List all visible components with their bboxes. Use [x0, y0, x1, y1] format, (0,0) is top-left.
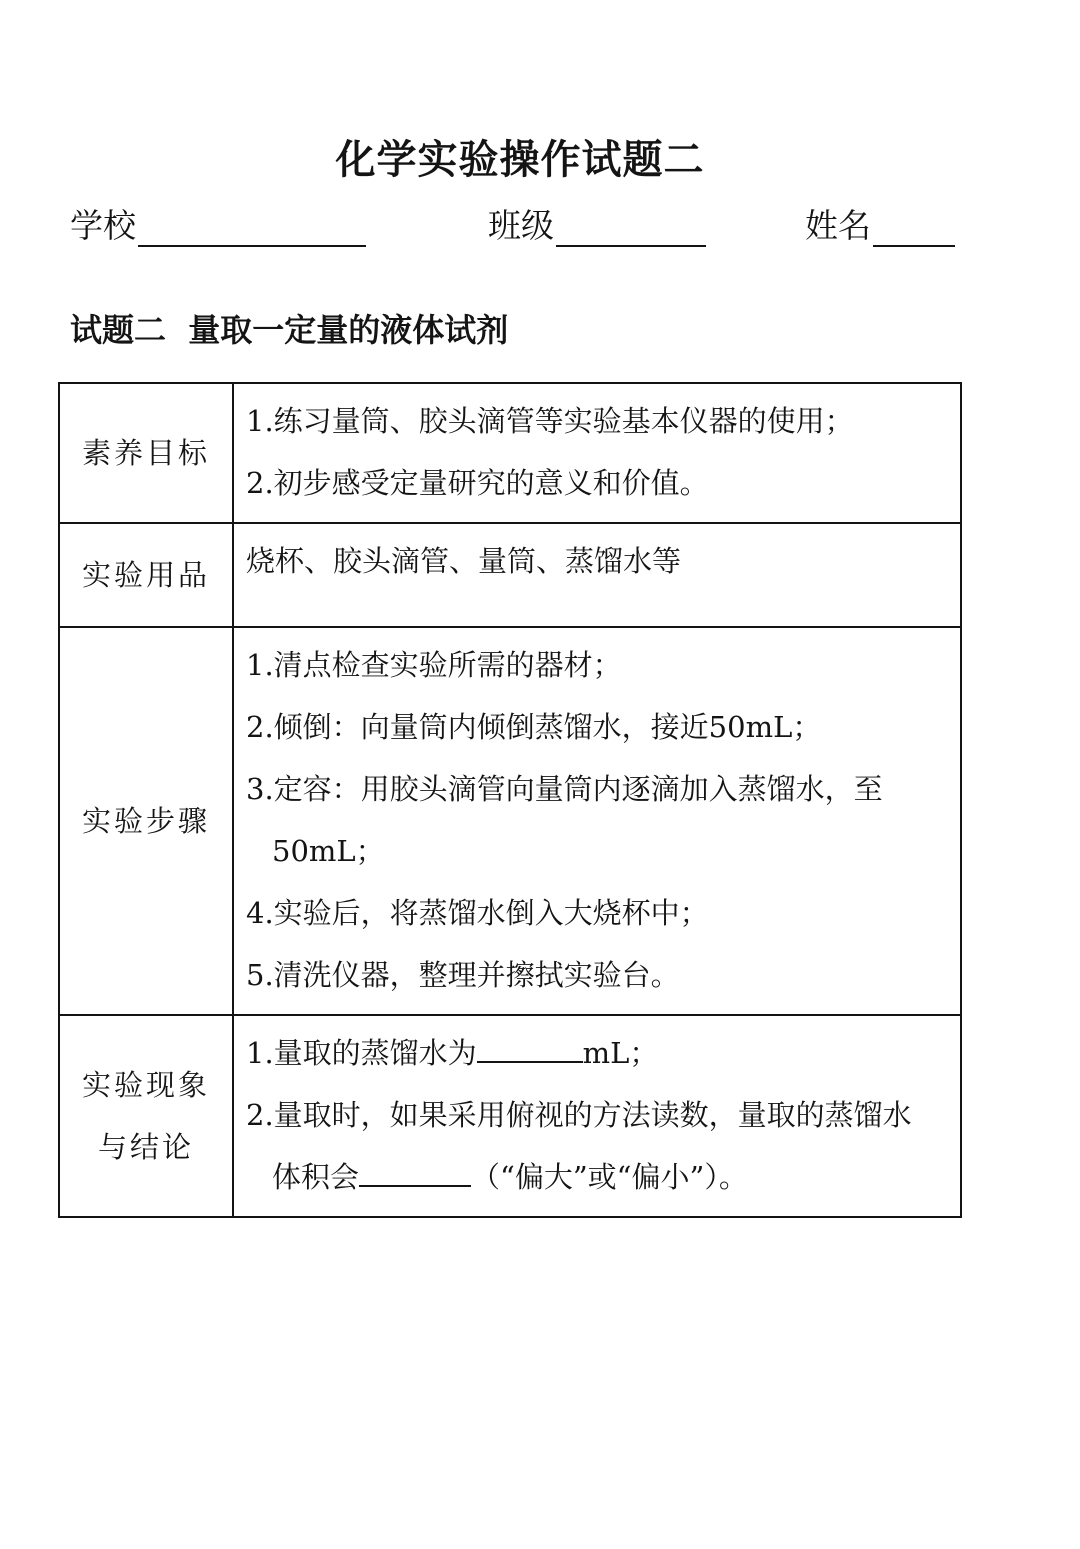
steps-row: [59, 627, 961, 1015]
results-content: [233, 1015, 961, 1217]
page-title: 化学实验操作试题二: [335, 137, 705, 183]
section-title: 试题二 量取一定量的液体试剂: [70, 311, 509, 349]
school-field: [70, 200, 366, 247]
result-q2-prefix: 体积会: [272, 1160, 360, 1194]
materials-label: 实验用品: [59, 523, 233, 627]
steps-label: 实验步骤: [59, 627, 233, 1015]
materials-text: 烧杯、胶头滴管、量筒、蒸馏水等: [246, 544, 682, 578]
student-info-row: [70, 200, 960, 248]
step-line: 5.清洗仪器，整理并擦拭实验台。: [246, 958, 680, 992]
goals-content: [233, 383, 961, 523]
name-blank[interactable]: [873, 211, 955, 247]
step-line: 2.倾倒：向量筒内倾倒蒸馏水，接近50mL；: [246, 710, 822, 744]
volume-answer-blank[interactable]: [477, 1035, 583, 1063]
materials-row: [59, 523, 961, 627]
steps-content: [233, 627, 961, 1015]
goals-row: [59, 383, 961, 523]
reading-error-blank[interactable]: [359, 1159, 471, 1187]
result-question-1: [246, 1022, 950, 1084]
result-q2-suffix: （“偏大”或“偏小”）。: [471, 1160, 748, 1194]
result-question-2-cont: [246, 1146, 950, 1208]
result-q1-prefix: 1.量取的蒸馏水为: [246, 1036, 477, 1070]
results-label: [59, 1015, 233, 1217]
results-label-line: 与结论: [97, 1130, 194, 1164]
step-line: 3.定容：用胶头滴管向量筒内逐滴加入蒸馏水，至: [246, 772, 883, 806]
goal-line: 2.初步感受定量研究的意义和价值。: [246, 466, 709, 500]
step-line: 50mL；: [272, 834, 385, 868]
result-q1-suffix: mL；: [582, 1036, 659, 1070]
class-blank[interactable]: [556, 211, 706, 247]
results-row: [59, 1015, 961, 1217]
school-label: 学校: [70, 206, 136, 245]
school-blank[interactable]: [138, 211, 366, 247]
goals-label: 素养目标: [59, 383, 233, 523]
step-line: 1.清点检查实验所需的器材；: [246, 648, 622, 682]
step-line: 4.实验后，将蒸馏水倒入大烧杯中；: [246, 896, 709, 930]
result-question-2: 2.量取时，如果采用俯视的方法读数，量取的蒸馏水: [246, 1098, 912, 1132]
goal-line: 1.练习量筒、胶头滴管等实验基本仪器的使用；: [246, 404, 854, 438]
class-label: 班级: [488, 206, 554, 245]
name-field: [805, 200, 955, 247]
class-field: [488, 200, 706, 247]
results-label-line: 实验现象: [81, 1068, 210, 1102]
materials-content: [233, 523, 961, 627]
name-label: 姓名: [805, 206, 871, 245]
task-table: [58, 382, 962, 1218]
